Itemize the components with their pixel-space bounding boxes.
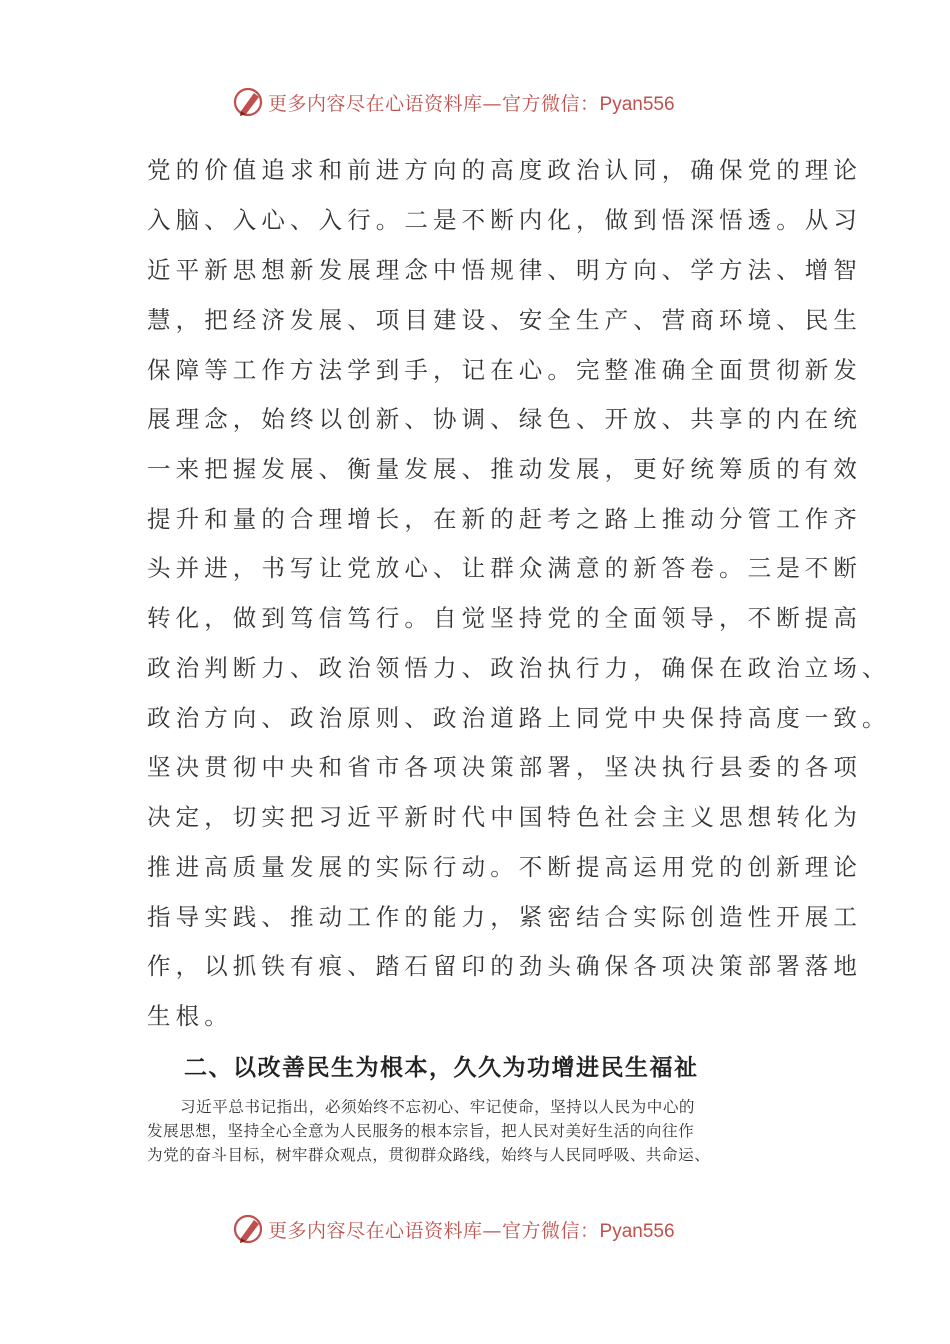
body-line: 提升和量的合理增长，在新的赶考之路上推动分管工作齐 [147,505,862,533]
body-line: 入脑、入心、入行。二是不断内化，做到悟深悟透。从习 [147,206,862,234]
body-line: 政治判断力、政治领悟力、政治执行力，确保在政治立场、 [147,654,891,682]
banner-text-wrap [268,89,675,116]
body-line: 近平新思想新发展理念中悟规律、明方向、学方法、增智 [147,256,862,284]
pen-logo-icon [232,1212,266,1246]
body-line: 转化，做到笃信笃行。自觉坚持党的全面领导，不断提高 [147,604,862,632]
body-line: 坚决贯彻中央和省市各项决策部署，坚决执行县委的各项 [147,753,862,781]
body-line: 生根。 [147,1002,233,1030]
pen-logo-icon [232,85,266,119]
body-line: 指导实践、推动工作的能力，紧密结合实际创造性开展工 [147,903,862,931]
body-line: 展理念，始终以创新、协调、绿色、开放、共享的内在统 [147,405,862,433]
banner-wechat-id: Pyan556 [599,93,675,115]
banner-wechat-id: Pyan556 [599,1220,675,1242]
body-line: 头并进，书写让党放心、让群众满意的新答卷。三是不断 [147,554,862,582]
body-line: 保障等工作方法学到手，记在心。完整准确全面贯彻新发 [147,356,862,384]
paragraph-line: 习近平总书记指出，必须始终不忘初心、牢记使命，坚持以人民为中心的 [180,1098,696,1116]
header-watermark-banner [232,84,732,120]
body-line: 慧，把经济发展、项目建设、安全生产、营商环境、民生 [147,306,862,334]
body-line: 一来把握发展、衡量发展、推动发展，更好统筹质的有效 [147,455,862,483]
banner-text: 更多内容尽在心语资料库—官方微信： [268,92,600,115]
body-line: 作，以抓铁有痕、踏石留印的劲头确保各项决策部署落地 [147,952,862,980]
body-line: 党的价值追求和前进方向的高度政治认同，确保党的理论 [147,156,862,184]
body-line: 政治方向、政治原则、政治道路上同党中央保持高度一致。 [147,704,891,732]
body-line: 决定，切实把习近平新时代中国特色社会主义思想转化为 [147,803,862,831]
banner-text-wrap [268,1216,675,1243]
body-line: 推进高质量发展的实际行动。不断提高运用党的创新理论 [147,853,862,881]
section-heading: 二、以改善民生为根本，久久为功增进民生福祉 [184,1054,699,1081]
footer-watermark-banner [232,1211,732,1247]
paragraph-line: 为党的奋斗目标，树牢群众观点，贯彻群众路线，始终与人民同呼吸、共命运、 [147,1146,711,1164]
banner-text: 更多内容尽在心语资料库—官方微信： [268,1219,600,1242]
paragraph-line: 发展思想，坚持全心全意为人民服务的根本宗旨，把人民对美好生活的向往作 [147,1122,695,1140]
